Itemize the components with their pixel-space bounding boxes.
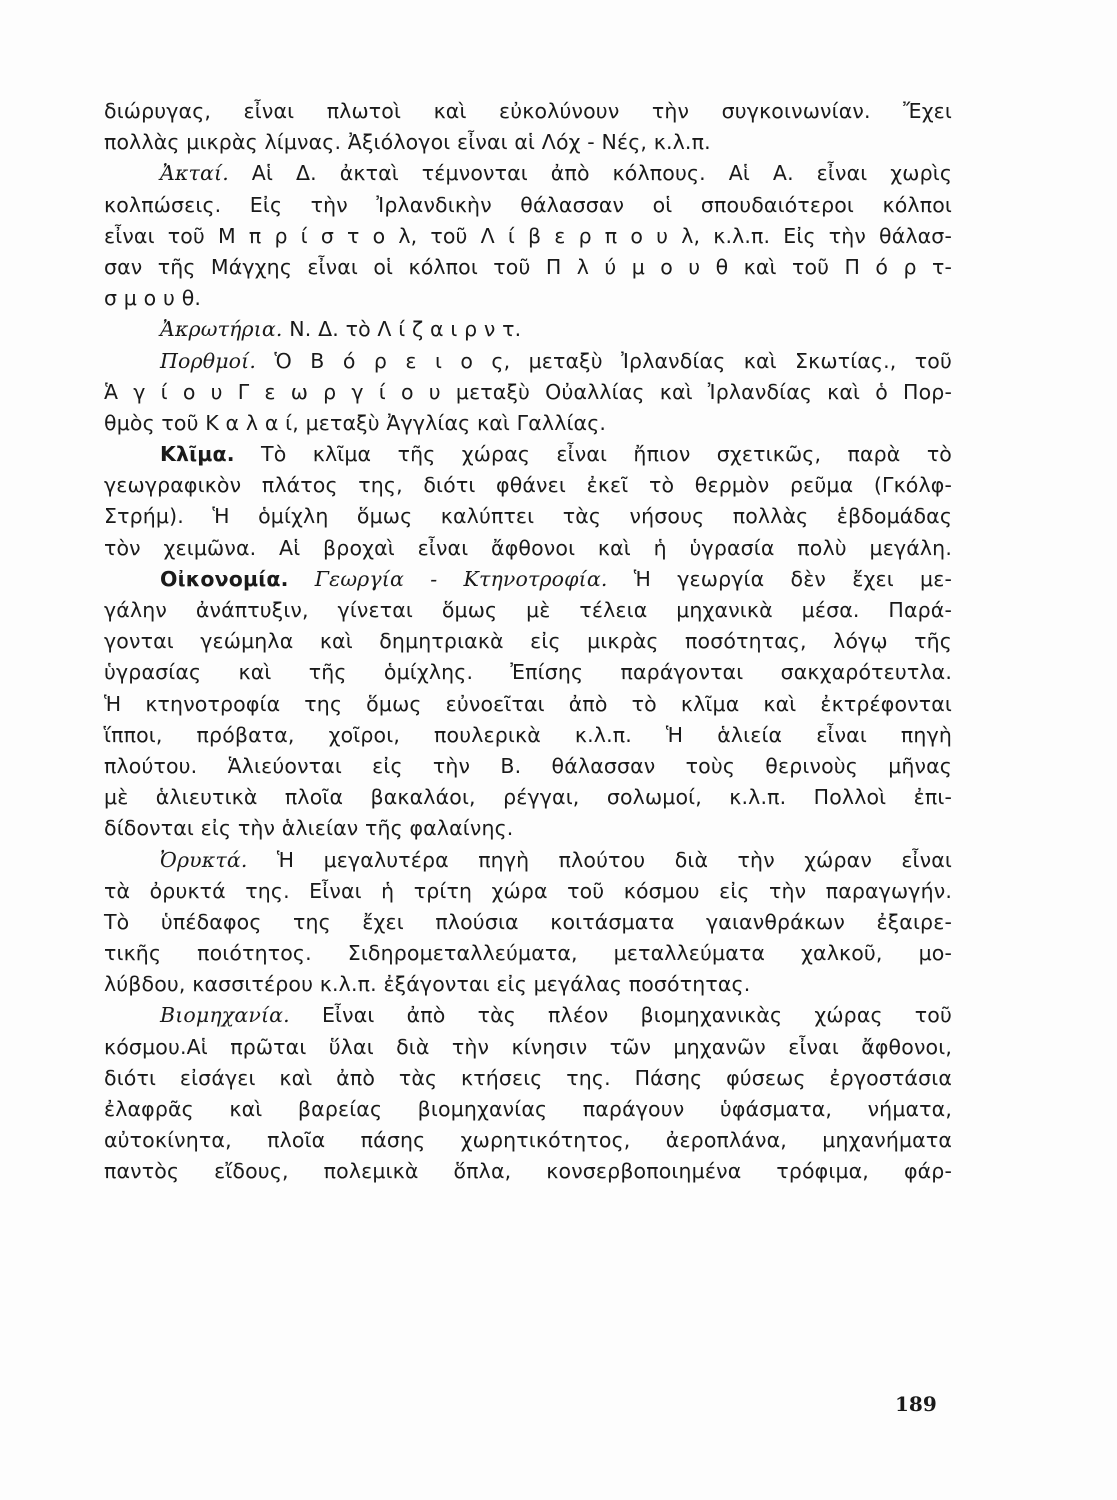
section-heading: Οἰκονομία. <box>160 566 289 591</box>
line-text: Ἡ μεγαλυτέρα πηγὴ πλούτου διὰ τὴν χώραν εἶναι <box>247 847 952 872</box>
text-line <box>104 501 952 532</box>
text-line <box>104 938 952 969</box>
text-line <box>104 377 952 408</box>
line-text: Ὁ Β ό ρ ε ι ο ς, μεταξὺ Ἰρλανδίας καὶ Σκωτίας., τοῦ <box>256 348 952 373</box>
line-text: Αἱ Δ. ἀκταὶ τέμνονται ἀπὸ κόλπους. Αἱ Α. εἶναι χωρὶς <box>228 161 952 186</box>
line-text: διότι εἰσάγει καὶ ἀπὸ τὰς κτήσεις της. Πάσης φύσεως ἐργοστάσια <box>104 1065 952 1090</box>
body-text <box>104 96 952 1188</box>
text-line <box>104 751 952 782</box>
line-text: τὸν χειμῶνα. Αἱ βροχαὶ εἶναι ἄφθονοι καὶ ἡ ὑγρασία πολὺ μεγάλη. <box>104 535 952 560</box>
line-text: πολλὰς μικρὰς λίμνας. Ἀξιόλογοι εἶναι αἱ Λόχ - Νές, κ.λ.π. <box>104 130 711 155</box>
text-line <box>104 252 952 283</box>
text-line <box>104 907 952 938</box>
line-text: Στρήμ). Ἡ ὁμίχλη ὅμως καλύπτει τὰς νήσους πολλὰς ἑβδομάδας <box>104 504 952 529</box>
section-heading: Ἀκρωτήρια. <box>160 317 283 342</box>
section-heading: Ὀρυκτά. <box>160 847 248 872</box>
section-heading: Κλῖμα. <box>160 442 235 467</box>
line-text: γονται γεώμηλα καὶ δημητριακὰ εἰς μικρὰς ποσότητας, λόγῳ τῆς <box>104 629 952 654</box>
line-text: σαν τῆς Μάγχης εἶναι οἱ κόλποι τοῦ Π λ ύ μ ο υ θ καὶ τοῦ Π ό ρ τ- <box>104 254 952 279</box>
line-text: γεωγραφικὸν πλάτος της, διότι φθάνει ἐκεῖ τὸ θερμὸν ρεῦμα (Γκόλφ- <box>104 473 952 498</box>
text-line <box>104 876 952 907</box>
text-line <box>104 1032 952 1063</box>
text-line <box>104 470 952 501</box>
page-number: 189 <box>895 1392 937 1416</box>
text-line <box>104 127 952 158</box>
line-text: αὐτοκίνητα, πλοῖα πάσης χωρητικότητος, ἀεροπλάνα, μηχανήματα <box>104 1128 952 1153</box>
text-line <box>104 158 952 189</box>
line-text: κολπώσεις. Εἰς τὴν Ἰρλανδικὴν θάλασσαν οἱ σπουδαιότεροι κόλποι <box>104 192 952 217</box>
text-line <box>104 1125 952 1156</box>
line-text: παντὸς εἴδους, πολεμικὰ ὅπλα, κονσερβοποιημένα τρόφιμα, φάρ- <box>104 1159 952 1184</box>
section-heading: Βιομηχανία. <box>160 1003 290 1028</box>
line-text: ἐλαφρᾶς καὶ βαρείας βιομηχανίας παράγουν ὑφάσματα, νήματα, <box>104 1097 952 1121</box>
line-text: σ μ ο υ θ. <box>104 286 202 311</box>
line-text: δίδονται εἰς τὴν ἁλιείαν τῆς φαλαίνης. <box>104 816 514 841</box>
line-text: ἵπποι, πρόβατα, χοῖροι, πουλερικὰ κ.λ.π. Ἡ ἁλιεία εἶναι πηγὴ <box>104 722 952 747</box>
text-line <box>104 813 952 844</box>
line-text: Τὸ ὑπέδαφος της ἔχει πλούσια κοιτάσματα γαιανθράκων ἐξαιρε- <box>104 909 952 934</box>
text-line <box>104 346 952 377</box>
text-line <box>104 96 952 127</box>
line-text: τὰ ὀρυκτά της. Εἶναι ἡ τρίτη χώρα τοῦ κόσμου εἰς τὴν παραγωγήν. <box>104 878 952 903</box>
line-text: Ἡ κτηνοτροφία της ὅμως εὐνοεῖται ἀπὸ τὸ κλῖμα καὶ ἐκτρέφονται <box>104 691 952 716</box>
text-line <box>104 1156 952 1187</box>
text-line <box>104 720 952 751</box>
line-text: κόσμου.Αἱ πρῶται ὕλαι διὰ τὴν κίνησιν τῶν μηχανῶν εἶναι ἄφθονοι, <box>104 1034 952 1059</box>
line-text: μὲ ἁλιευτικὰ πλοῖα βακαλάοι, ρέγγαι, σολωμοί, κ.λ.π. Πολλοὶ ἐπι- <box>104 785 952 810</box>
text-line <box>104 845 952 876</box>
line-text: διώρυγας, εἶναι πλωτοὶ καὶ εὐκολύνουν τὴν συγκοινωνίαν. Ἔχει <box>104 99 952 123</box>
text-line <box>104 408 952 439</box>
text-line <box>104 595 952 626</box>
line-text: πλούτου. Ἁλιεύονται εἰς τὴν Β. θάλασσαν τοὺς θερινοὺς μῆνας <box>104 753 952 778</box>
line-text: λύβδου, κασσιτέρου κ.λ.π. ἐξάγονται εἰς μεγάλας ποσότητας. <box>104 972 751 997</box>
text-line <box>104 314 952 345</box>
section-heading: Ἀκταί. <box>160 161 229 186</box>
text-line <box>104 657 952 688</box>
line-text: γάλην ἀνάπτυξιν, γίνεται ὅμως μὲ τέλεια μηχανικὰ μέσα. Παρά- <box>104 598 952 622</box>
line-text: Τὸ κλῖμα τῆς χώρας εἶναι ἤπιον σχετικῶς, παρὰ τὸ <box>234 442 952 467</box>
text-line <box>104 564 952 595</box>
text-line <box>104 969 952 1000</box>
text-line <box>104 1063 952 1094</box>
text-line <box>104 190 952 221</box>
line-text: Ν. Δ. τὸ Λ ί ζ α ι ρ ν τ. <box>282 317 522 342</box>
text-line <box>104 221 952 252</box>
text-line <box>104 1000 952 1031</box>
line-text: ὑγρασίας καὶ τῆς ὁμίχλης. Ἐπίσης παράγονται σακχαρότευτλα. <box>104 660 952 685</box>
line-text: εἶναι τοῦ Μ π ρ ί σ τ ο λ, τοῦ Λ ί β ε ρ π ο υ λ, κ.λ.π. Εἰς τὴν θάλασ- <box>104 223 952 248</box>
line-text: Ἁ γ ί ο υ Γ ε ω ρ γ ί ο υ μεταξὺ Οὐαλλίας καὶ Ἰρλανδίας καὶ ὁ Πορ- <box>104 379 952 404</box>
text-line <box>104 782 952 813</box>
subsection-heading: Γεωργία - Κτηνοτροφία. <box>288 566 608 591</box>
text-line <box>104 1094 952 1125</box>
line-text: Ἡ γεωργία δὲν ἔχει με- <box>607 566 953 591</box>
line-text: Εἶναι ἀπὸ τὰς πλέον βιομηχανικὰς χώρας τοῦ <box>289 1003 952 1028</box>
line-text: θμὸς τοῦ Κ α λ α ί, μεταξὺ Ἀγγλίας καὶ Γαλλίας. <box>104 410 607 435</box>
text-line <box>104 439 952 470</box>
line-text: τικῆς ποιότητος. Σιδηρομεταλλεύματα, μεταλλεύματα χαλκοῦ, μο- <box>104 941 952 966</box>
text-line <box>104 626 952 657</box>
text-line <box>104 283 952 314</box>
text-line <box>104 689 952 720</box>
section-heading: Πορθμοί. <box>160 348 257 373</box>
text-line <box>104 533 952 564</box>
